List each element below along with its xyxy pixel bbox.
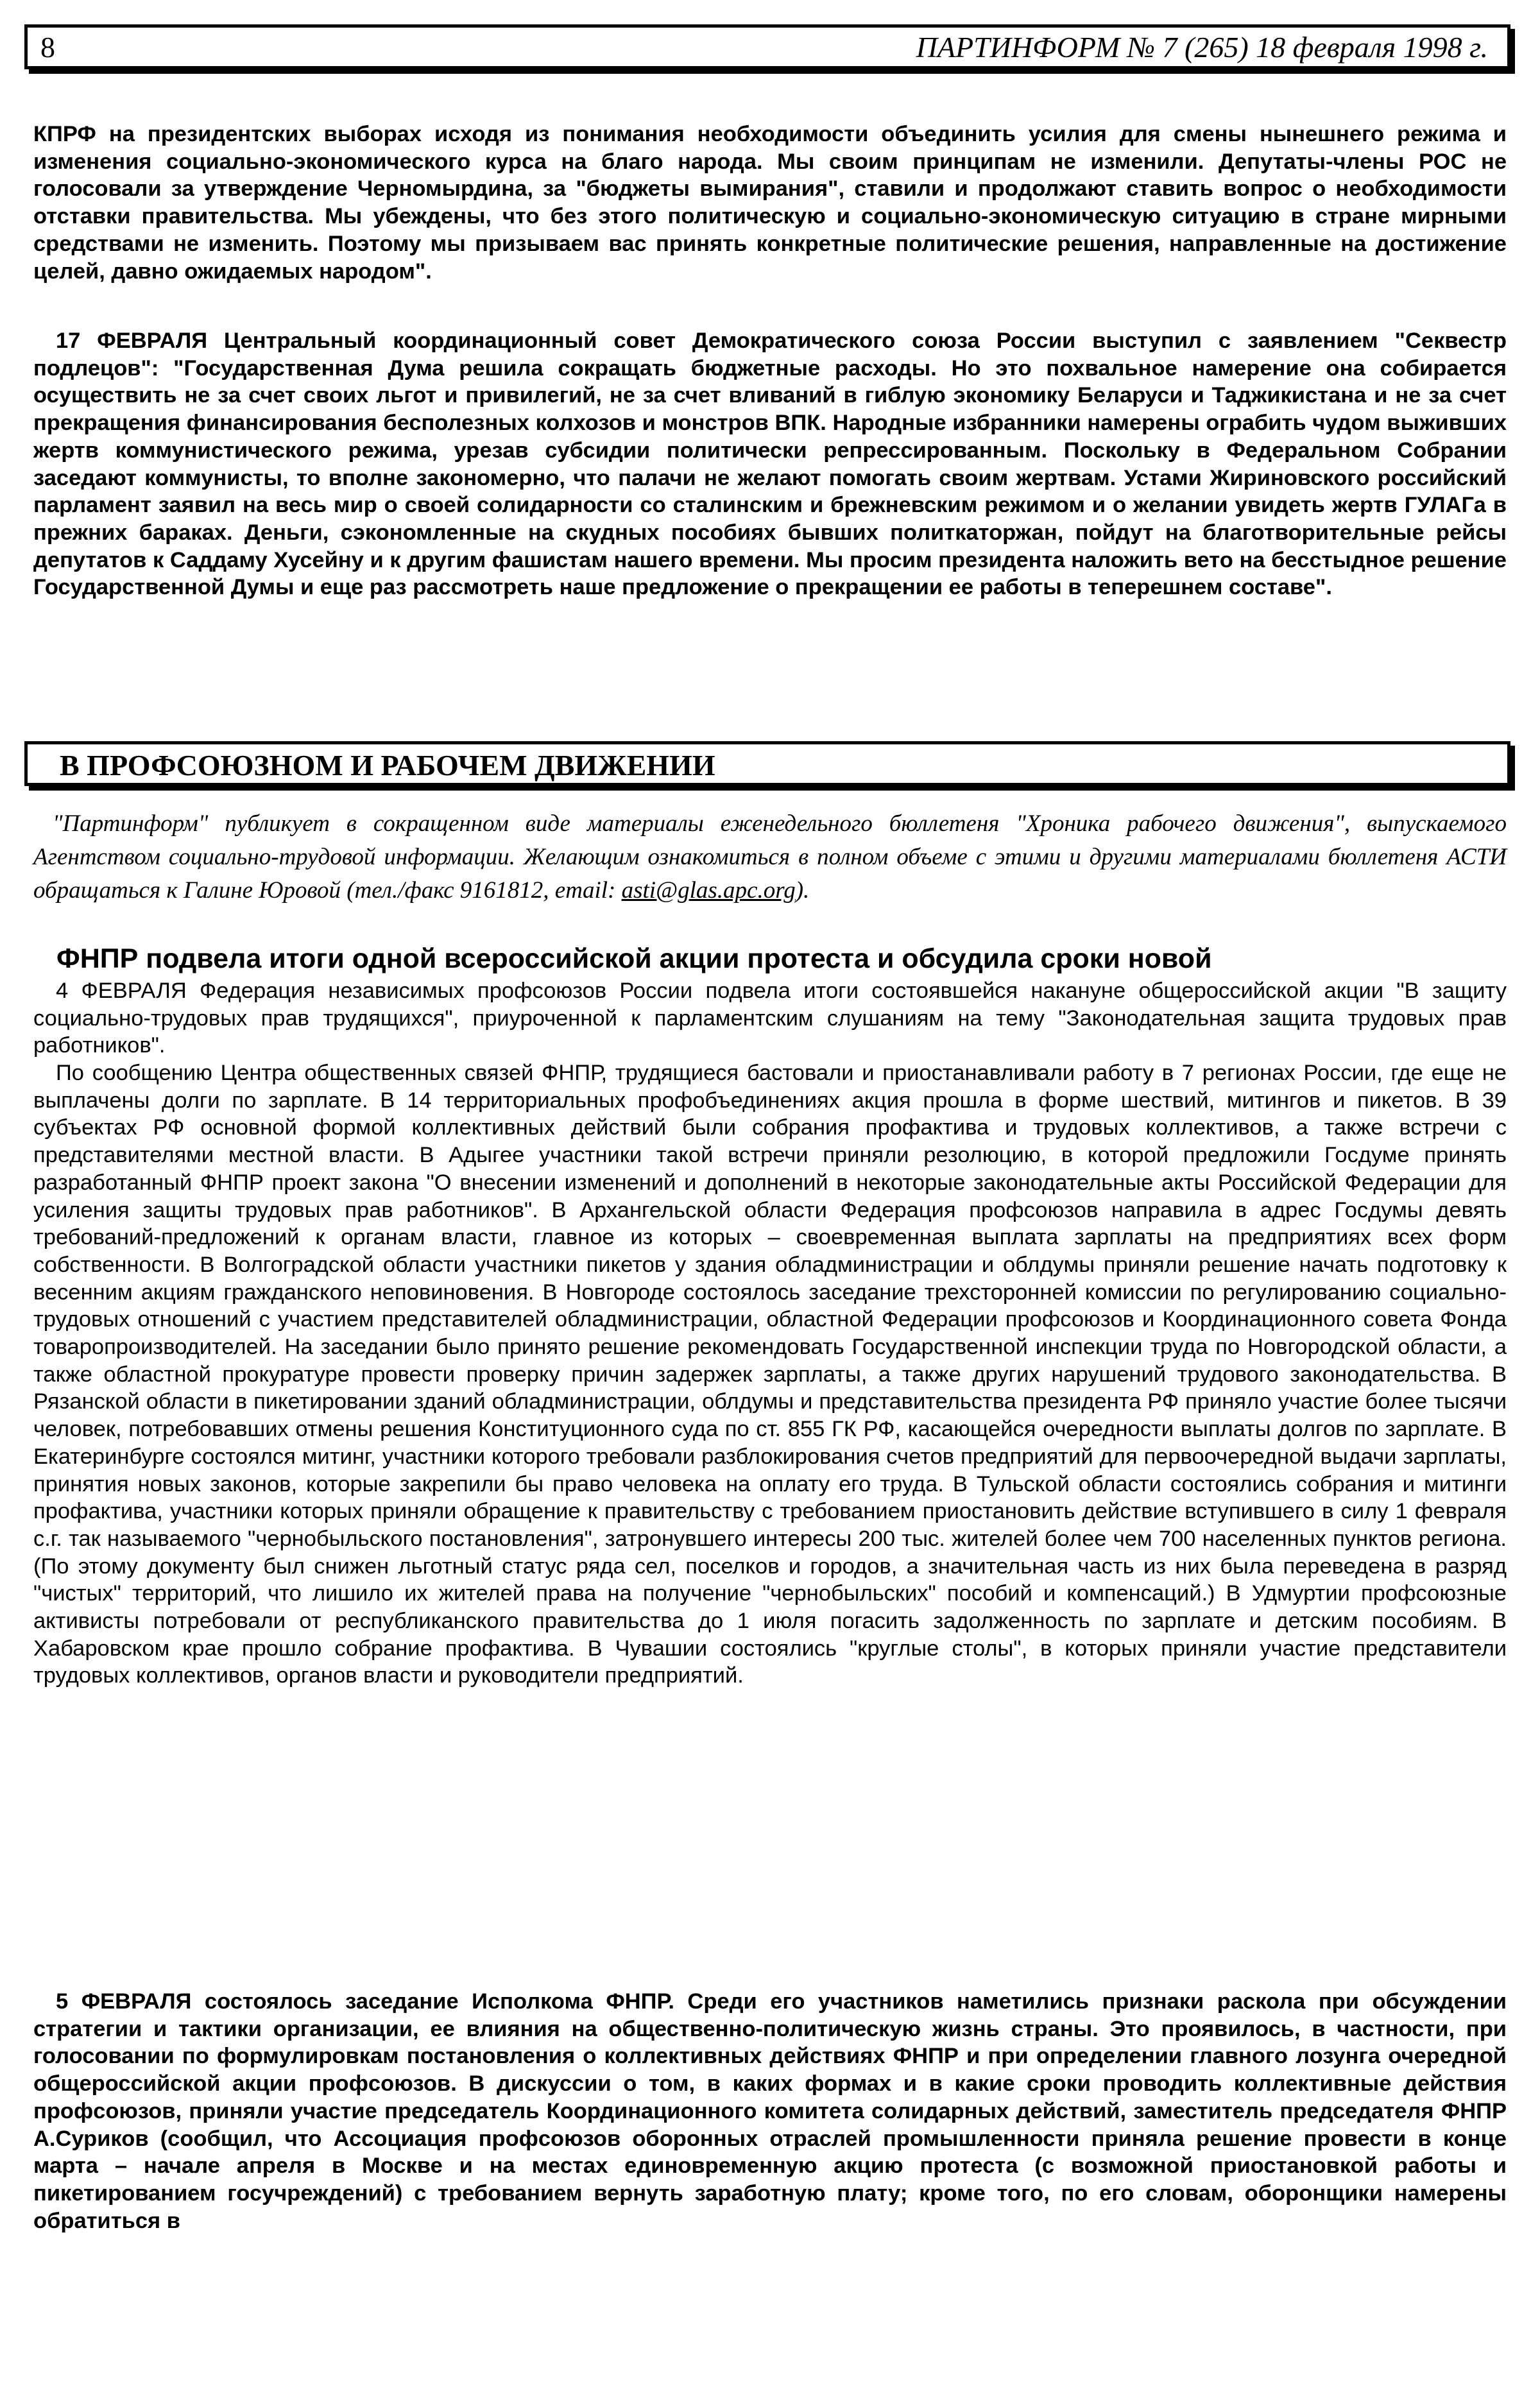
page-header <box>24 24 1510 69</box>
page-number: 8 <box>40 31 55 64</box>
article-paragraph-1: 4 ФЕВРАЛЯ Федерация независимых профсоюзов России подвела итоги состоявшейся накануне общероссийской акции "В защиту социально-трудовых прав трудящихся", приуроченной к парламентским слушаниям на тему "Законодательная защита трудовых прав работников". <box>33 979 1507 1058</box>
section-header <box>24 741 1510 786</box>
article-paragraph-3: 5 ФЕВРАЛЯ состоялось заседание Исполкома ФНПР. Среди его участников наметились признаки раскола при обсуждении стратегии и тактики организации, ее влияния на общественно-политическую жизнь страны. Это проявилось, в частности, при голосовании по формулировкам постановления о коллективных действиях ФНПР и при определении главного лозунга очередной общероссийской акции профсоюзов. В дискуссии о том, в каких формах и в какие сроки проводить коллективные действия профсоюзов, приняли участие председатель Координационного комитета солидарных действий, заместитель председателя ФНПР А.Суриков (сообщил, что Ассоциация профсоюзов оборонных отраслей промышленности приняла решение провести в конце марта – начале апреля в Москве и на местах единовременную акцию протеста (с возможной приостановкой работы и пикетированием госучреждений) с требованием вернуть заработную плату; кроме того, по его словам, оборонщики намерены обратиться в <box>33 1989 1507 2233</box>
email-link[interactable]: asti@glas.apc.org <box>621 877 796 904</box>
article-heading: ФНПР подвела итоги одной всероссийской акции протеста и обсудила сроки новой <box>56 943 1212 974</box>
section-intro <box>33 807 1507 907</box>
intro-tail: ). <box>795 877 810 904</box>
issue-title: ПАРТИНФОРМ № 7 (265) 18 февраля 1998 г. <box>916 31 1488 64</box>
ds-statement-paragraph: 17 ФЕВРАЛЯ Центральный координационный совет Демократического союза России выступил с заявлением "Секвестр подлецов": "Государственная Дума решила сокращать бюджетные расходы. Но это похвальное намерение она собирается осуществить не за счет своих льгот и привилегий, не за счет вливаний в гиблую экономику Беларуси и Таджикистана и не за счет прекращения финансирования бесполезных колхозов и монстров ВПК. Народные избранники намерены ограбить чудом выживших жертв коммунистического режима, урезав субсидии политически репрессированным. Поскольку в Федеральном Собрании заседают коммунисты, то вполне закономерно, что палачи не желают помогать своим жертвам. Устами Жириновского российский парламент заявил на весь мир о своей солидарности со сталинским и брежневским режимом и о желании увидеть жертв ГУЛАГа в прежних бараках. Деньги, сэкономленные на скудных пособиях бывших политкаторжан, пойдут на благотворительные рейсы депутатов к Саддаму Хусейну и к другим фашистам нашего времени. Мы просим президента наложить вето на бесстыдное решение Государственной Думы и еще раз рассмотреть наше предложение о прекращении ее работы в теперешнем составе". <box>33 329 1507 600</box>
section-title: В ПРОФСОЮЗНОМ И РАБОЧЕМ ДВИЖЕНИИ <box>60 749 715 782</box>
intro-text: "Партинформ" публикует в сокращенном виде материалы еженедельного бюллетеня "Хроника рабочего движения", выпускаемого Агентством социально-трудовой информации. Желающим ознакомиться в полном объеме с этими и другими материалами бюллетеня АСТИ обращаться к Галине Юровой (тел./факс 9161812, email: <box>33 810 1507 904</box>
kprf-paragraph: КПРФ на президентских выборах исходя из понимания необходимости объединить усилия для смены нынешнего режима и изменения социально-экономического курса на благо народа. Мы своим принципам не изменили. Депутаты-члены РОС не голосовали за утверждение Черномырдина, за "бюджеты вымирания", ставили и продолжают ставить вопрос о необходимости отставки правительства. Мы убеждены, что без этого политическую и социально-экономическую ситуацию в стране мирными средствами не изменить. Поэтому мы призываем вас принять конкретные политические решения, направленные на достижение целей, давно ожидаемых народом". <box>33 122 1507 284</box>
article-paragraph-2: По сообщению Центра общественных связей ФНПР, трудящиеся бастовали и приостанавливали работу в 7 регионах России, где еще не выплачены долги по зарплате. В 14 территориальных профобъединениях акция прошла в форме шествий, митингов и пикетов. В 39 субъектах РФ основной формой коллективных действий были собрания профактива и трудовых коллективов, а также встречи с представителями местной власти. В Адыгее участники такой встречи приняли резолюцию, в которой предложили Госдуме принять разработанный ФНПР проект закона "О внесении изменений и дополнений в некоторые законодательные акты Российской Федерации для усиления защиты трудовых прав работников". В Архангельской области Федерация профсоюзов направила в адрес Госдумы девять требований-предложений к органам власти, главное из которых – своевременная выплата зарплаты на предприятиях всех форм собственности. В Волгоградской области участники пикетов у здания обладминистрации и облдумы приняли решение начать подготовку к весенним акциям гражданского неповиновения. В Новгороде состоялось заседание трехсторонней комиссии по регулированию социально-трудовых отношений с участием представителей обладминистрации, областной Федерации профсоюзов и Координационного совета Фонда товаропроизводителей. На заседании было принято решение рекомендовать Государственной инспекции труда по Новгородской области, а также областной прокуратуре провести проверку причин задержек зарплаты, а также других нарушений трудового законодательства. В Рязанской области в пикетировании зданий обладминистрации, облдумы и представительства президента РФ приняло участие более тысячи человек, потребовавших отмены решения Конституционного суда по ст. 855 ГК РФ, касающейся очередности выплаты долгов по зарплате. В Екатеринбурге состоялся митинг, участники которого требовали разблокирования счетов предприятий для первоочередной выдачи зарплаты, принятия новых законов, которые закрепили бы право человека на оплату его труда. В Тульской области состоялись собрания и митинги профактива, участники которых приняли обращение к правительству с требованием приостановить действие вступившего в силу 1 февраля с.г. так называемого "чернобыльского постановления", затронувшего интересы 200 тыс. жителей более чем 700 населенных пунктов региона. (По этому документу был снижен льготный статус ряда сел, поселков и городов, а значительная часть из них была переведена в разряд "чистых" территорий, что лишило их жителей права на получение "чернобыльских" пособий и компенсаций.) В Удмуртии профсоюзные активисты потребовали от республиканского правительства до 1 июля погасить задолженность по зарплате и детским пособиям. В Хабаровском крае прошло собрание профактива. В Чувашии состоялись "круглые столы", в которых приняли участие представители трудовых коллективов, органов власти и руководители предприятий. <box>33 1061 1507 1688</box>
